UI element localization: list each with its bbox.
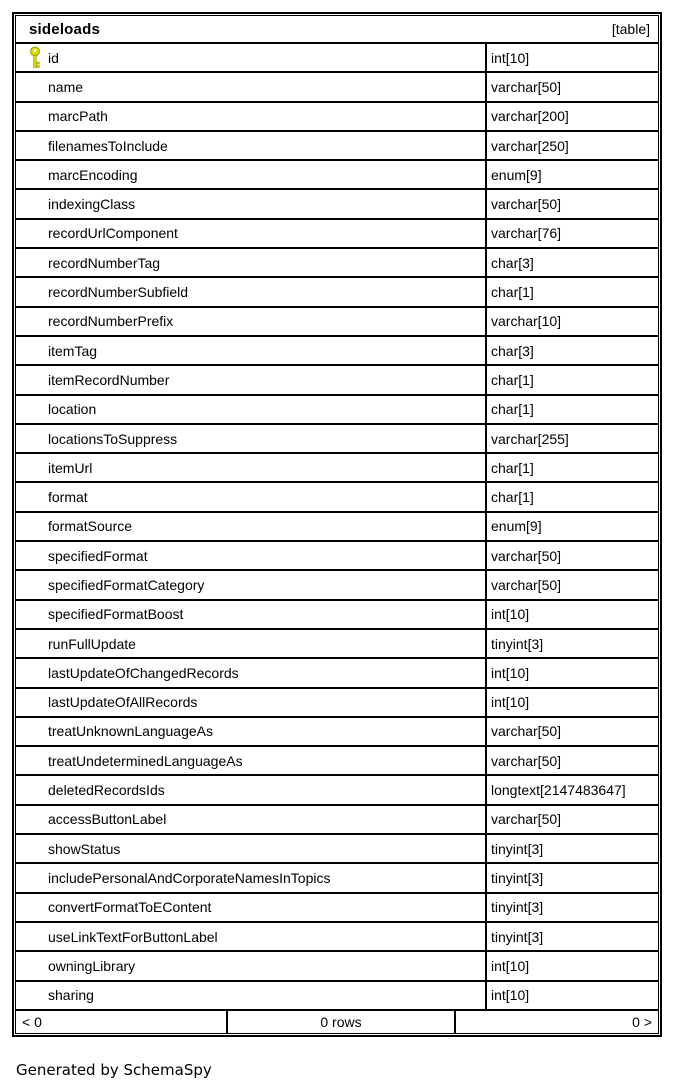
table-row [15, 160, 659, 189]
column-name-cell [15, 160, 486, 189]
column-type: varchar[250] [486, 131, 659, 160]
column-name-cell [15, 424, 486, 453]
column-name-cell [15, 717, 486, 746]
column-name-cell [15, 951, 486, 980]
table-row [15, 365, 659, 394]
column-name: name [48, 78, 84, 95]
column-type: int[10] [486, 951, 659, 980]
column-type: varchar[50] [486, 805, 659, 834]
column-name: locationsToSuppress [48, 430, 178, 447]
table-footer [15, 1010, 659, 1034]
column-name: format [48, 489, 88, 506]
table-row [15, 688, 659, 717]
column-type: int[10] [486, 981, 659, 1010]
table-row [15, 541, 659, 570]
column-name-cell [15, 863, 486, 892]
column-name: specifiedFormat [48, 547, 148, 564]
column-type: varchar[255] [486, 424, 659, 453]
table-row [15, 981, 659, 1010]
column-name-cell [15, 365, 486, 394]
table-row [15, 834, 659, 863]
column-type: varchar[50] [486, 570, 659, 599]
column-name-cell [15, 893, 486, 922]
footer-row-count: 0 rows [227, 1010, 455, 1034]
table-row [15, 512, 659, 541]
column-name: location [48, 401, 97, 418]
column-name: recordNumberPrefix [48, 313, 174, 330]
column-name: recordUrlComponent [48, 225, 178, 242]
table-row [15, 805, 659, 834]
column-name: showStatus [48, 840, 121, 857]
column-name: itemTag [48, 342, 98, 359]
column-name: useLinkTextForButtonLabel [48, 928, 218, 945]
column-name: convertFormatToEContent [48, 899, 212, 916]
column-name-cell [15, 131, 486, 160]
table-row [15, 102, 659, 131]
table-title[interactable]: sideloads [29, 20, 100, 38]
column-name-cell [15, 395, 486, 424]
column-name: filenamesToInclude [48, 137, 168, 154]
column-type: int[10] [486, 43, 659, 72]
table-header[interactable] [15, 15, 659, 43]
column-type: char[1] [486, 365, 659, 394]
table-row [15, 893, 659, 922]
table-row [15, 219, 659, 248]
table-row [15, 395, 659, 424]
table-row [15, 746, 659, 775]
column-name-cell [15, 746, 486, 775]
column-name-cell [15, 658, 486, 687]
column-type: varchar[50] [486, 746, 659, 775]
column-type: longtext[2147483647] [486, 775, 659, 804]
column-name: specifiedFormatCategory [48, 576, 205, 593]
column-name: accessButtonLabel [48, 811, 167, 828]
table-row [15, 189, 659, 218]
table-row [15, 131, 659, 160]
column-name-cell [15, 512, 486, 541]
column-name: specifiedFormatBoost [48, 606, 184, 623]
table-row [15, 600, 659, 629]
table-type-badge: [table] [611, 21, 650, 37]
column-name-cell [15, 922, 486, 951]
column-name-cell [15, 688, 486, 717]
column-name-cell [15, 834, 486, 863]
table-node [12, 12, 662, 1037]
column-name: lastUpdateOfChangedRecords [48, 664, 239, 681]
table-row [15, 424, 659, 453]
column-type: tinyint[3] [486, 834, 659, 863]
column-type: char[1] [486, 395, 659, 424]
column-name: owningLibrary [48, 957, 136, 974]
footer-parents-count: < 0 [15, 1010, 227, 1034]
column-type: tinyint[3] [486, 863, 659, 892]
column-name: recordNumberSubfield [48, 284, 189, 301]
column-type: tinyint[3] [486, 922, 659, 951]
column-name-cell [15, 981, 486, 1010]
table-row [15, 775, 659, 804]
table-row [15, 72, 659, 101]
column-type: int[10] [486, 688, 659, 717]
column-name: itemUrl [48, 459, 93, 476]
column-name-cell [15, 219, 486, 248]
column-name: deletedRecordsIds [48, 782, 165, 799]
column-name: lastUpdateOfAllRecords [48, 694, 198, 711]
column-type: char[3] [486, 336, 659, 365]
table-row [15, 951, 659, 980]
column-type: char[1] [486, 453, 659, 482]
column-name: indexingClass [48, 196, 136, 213]
column-name-cell [15, 629, 486, 658]
table-row [15, 43, 659, 72]
column-name: formatSource [48, 518, 133, 535]
column-name: sharing [48, 987, 94, 1004]
column-name-cell [15, 102, 486, 131]
column-name-cell [15, 453, 486, 482]
column-name-cell [15, 570, 486, 599]
column-name: runFullUpdate [48, 635, 136, 652]
column-name-cell [15, 277, 486, 306]
column-name-cell [15, 248, 486, 277]
column-rows [15, 43, 659, 1010]
column-type: varchar[50] [486, 541, 659, 570]
column-type: varchar[50] [486, 72, 659, 101]
column-name-cell [15, 541, 486, 570]
column-name-cell [15, 336, 486, 365]
column-name-cell [15, 600, 486, 629]
column-type: char[3] [486, 248, 659, 277]
table-row [15, 277, 659, 306]
table-row [15, 629, 659, 658]
column-icon-slot [29, 46, 48, 69]
column-name: marcPath [48, 108, 108, 125]
column-name: includePersonalAndCorporateNamesInTopics [48, 869, 331, 886]
table-row [15, 922, 659, 951]
column-type: varchar[50] [486, 717, 659, 746]
footer-children-count: 0 > [455, 1010, 659, 1034]
column-name: recordNumberTag [48, 254, 161, 271]
table-row [15, 717, 659, 746]
table-row [15, 570, 659, 599]
primary-key-icon [29, 46, 42, 69]
column-type: enum[9] [486, 160, 659, 189]
column-name-cell [15, 72, 486, 101]
column-name-cell [15, 189, 486, 218]
table-row [15, 453, 659, 482]
column-name: treatUndeterminedLanguageAs [48, 752, 243, 769]
column-type: int[10] [486, 600, 659, 629]
column-name: itemRecordNumber [48, 371, 170, 388]
column-type: varchar[50] [486, 189, 659, 218]
column-type: varchar[200] [486, 102, 659, 131]
table-row [15, 336, 659, 365]
column-name-cell [15, 307, 486, 336]
column-type: char[1] [486, 277, 659, 306]
column-name-cell [15, 775, 486, 804]
column-type: varchar[76] [486, 219, 659, 248]
column-name-cell [15, 43, 486, 72]
table-row [15, 863, 659, 892]
column-name: marcEncoding [48, 166, 138, 183]
generated-by-caption: Generated by SchemaSpy [16, 1061, 212, 1079]
column-name: id [48, 49, 59, 66]
column-type: tinyint[3] [486, 629, 659, 658]
column-name: treatUnknownLanguageAs [48, 723, 214, 740]
column-type: enum[9] [486, 512, 659, 541]
column-type: char[1] [486, 482, 659, 511]
column-type: varchar[10] [486, 307, 659, 336]
table-row [15, 248, 659, 277]
table-row [15, 482, 659, 511]
table-row [15, 307, 659, 336]
column-name-cell [15, 482, 486, 511]
column-type: tinyint[3] [486, 893, 659, 922]
table-row [15, 658, 659, 687]
column-type: int[10] [486, 658, 659, 687]
column-name-cell [15, 805, 486, 834]
